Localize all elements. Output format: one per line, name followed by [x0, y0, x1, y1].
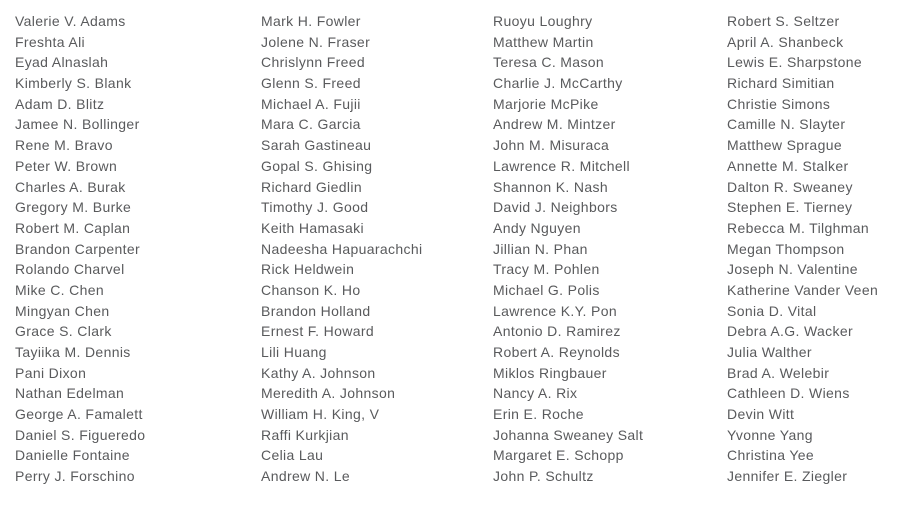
- list-item: Lawrence K.Y. Pon: [493, 302, 617, 319]
- list-item: Mark H. Fowler: [261, 13, 361, 29]
- list-item: Devin Witt: [727, 406, 795, 423]
- list-item: Megan Thompson: [727, 240, 845, 257]
- list-item: Mara C. Garcia: [261, 116, 361, 133]
- list-item: Miklos Ringbauer: [493, 364, 607, 381]
- list-item: Gopal S. Ghising: [261, 157, 373, 174]
- name-column-4: [727, 11, 909, 487]
- list-item: Stephen E. Tierney: [727, 199, 853, 216]
- list-item: Richard Giedlin: [261, 178, 362, 195]
- list-item: Richard Simitian: [727, 75, 835, 92]
- name-column-1: [15, 11, 261, 487]
- list-item: Robert S. Seltzer: [727, 13, 840, 29]
- list-item: Teresa C. Mason: [493, 54, 605, 71]
- list-item: Nathan Edelman: [15, 385, 125, 402]
- list-item: Rolando Charvel: [15, 261, 125, 278]
- list-item: Brad A. Welebir: [727, 364, 830, 381]
- list-item: Chrislynn Freed: [261, 54, 366, 71]
- list-item: Shannon K. Nash: [493, 178, 608, 195]
- list-item: Lewis E. Sharpstone: [727, 54, 863, 71]
- list-item: Cathleen D. Wiens: [727, 385, 850, 402]
- list-item: Glenn S. Freed: [261, 75, 361, 92]
- list-item: Rene M. Bravo: [15, 137, 113, 154]
- list-item: Christina Yee: [727, 447, 815, 464]
- list-item: Kathy A. Johnson: [261, 364, 376, 381]
- list-item: Christie Simons: [727, 95, 831, 112]
- list-item: Kimberly S. Blank: [15, 75, 132, 92]
- list-item: Antonio D. Ramirez: [493, 323, 621, 340]
- list-item: Michael G. Polis: [493, 281, 600, 298]
- list-item: Charles A. Burak: [15, 178, 126, 195]
- list-item: John P. Schultz: [493, 468, 594, 485]
- list-item: Debra A.G. Wacker: [727, 323, 854, 340]
- list-item: Camille N. Slayter: [727, 116, 846, 133]
- list-item: Erin E. Roche: [493, 406, 584, 423]
- list-item: Rick Heldwein: [261, 261, 355, 278]
- list-item: Ernest F. Howard: [261, 323, 374, 340]
- list-item: Ruoyu Loughry: [493, 13, 593, 29]
- list-item: Tracy M. Pohlen: [493, 261, 600, 278]
- list-item: Andy Nguyen: [493, 219, 581, 236]
- name-column-3: [493, 11, 727, 487]
- list-item: Raffi Kurkjian: [261, 426, 349, 443]
- list-item: Daniel S. Figueredo: [15, 426, 146, 443]
- list-item: Julia Walther: [727, 344, 812, 360]
- list-item: Keith Hamasaki: [261, 219, 364, 236]
- list-item: Brandon Carpenter: [15, 240, 141, 257]
- list-item: Andrew N. Le: [261, 468, 351, 485]
- list-item: David J. Neighbors: [493, 199, 618, 216]
- list-item: Jolene N. Fraser: [261, 33, 371, 50]
- list-item: Grace S. Clark: [15, 323, 112, 340]
- list-item: Charlie J. McCarthy: [493, 75, 623, 92]
- list-item: Gregory M. Burke: [15, 199, 132, 216]
- list-item: Robert A. Reynolds: [493, 344, 620, 360]
- list-item: Annette M. Stalker: [727, 157, 849, 174]
- list-item: Adam D. Blitz: [15, 95, 105, 112]
- list-item: Lawrence R. Mitchell: [493, 157, 630, 174]
- list-item: Johanna Sweaney Salt: [493, 426, 644, 443]
- list-item: Nadeesha Hapuarachchi: [261, 240, 423, 257]
- list-item: April A. Shanbeck: [727, 33, 844, 50]
- list-item: Dalton R. Sweaney: [727, 178, 853, 195]
- list-item: Pani Dixon: [15, 364, 87, 381]
- list-item: Lili Huang: [261, 344, 327, 360]
- list-item: Celia Lau: [261, 447, 324, 464]
- list-item: Chanson K. Ho: [261, 281, 361, 298]
- list-item: Sarah Gastineau: [261, 137, 372, 154]
- list-item: Robert M. Caplan: [15, 219, 131, 236]
- list-item: Marjorie McPike: [493, 95, 599, 112]
- list-item: Yvonne Yang: [727, 426, 813, 443]
- list-item: Sonia D. Vital: [727, 302, 817, 319]
- list-item: George A. Famalett: [15, 406, 143, 423]
- list-item: William H. King, V: [261, 406, 380, 423]
- list-item: Danielle Fontaine: [15, 447, 130, 464]
- list-item: Tayiika M. Dennis: [15, 344, 131, 360]
- list-item: Meredith A. Johnson: [261, 385, 396, 402]
- list-item: Rebecca M. Tilghman: [727, 219, 870, 236]
- list-item: Eyad Alnaslah: [15, 54, 109, 71]
- list-item: Michael A. Fujii: [261, 95, 361, 112]
- list-item: Jamee N. Bollinger: [15, 116, 140, 133]
- list-item: Margaret E. Schopp: [493, 447, 624, 464]
- list-item: Joseph N. Valentine: [727, 261, 858, 278]
- list-item: Freshta Ali: [15, 33, 85, 50]
- name-column-2: [261, 11, 493, 487]
- list-item: Mingyan Chen: [15, 302, 110, 319]
- list-item: Nancy A. Rix: [493, 385, 578, 402]
- list-item: Matthew Martin: [493, 33, 594, 50]
- list-item: Timothy J. Good: [261, 199, 369, 216]
- list-item: Katherine Vander Veen: [727, 281, 879, 298]
- list-item: John M. Misuraca: [493, 137, 610, 154]
- list-item: Matthew Sprague: [727, 137, 842, 154]
- list-item: Perry J. Forschino: [15, 468, 135, 485]
- list-item: Jennifer E. Ziegler: [727, 468, 848, 485]
- list-item: Peter W. Brown: [15, 157, 118, 174]
- list-item: Andrew M. Mintzer: [493, 116, 616, 133]
- list-item: Valerie V. Adams: [15, 13, 126, 29]
- list-item: Brandon Holland: [261, 302, 371, 319]
- list-item: Jillian N. Phan: [493, 240, 588, 257]
- list-item: Mike C. Chen: [15, 281, 105, 298]
